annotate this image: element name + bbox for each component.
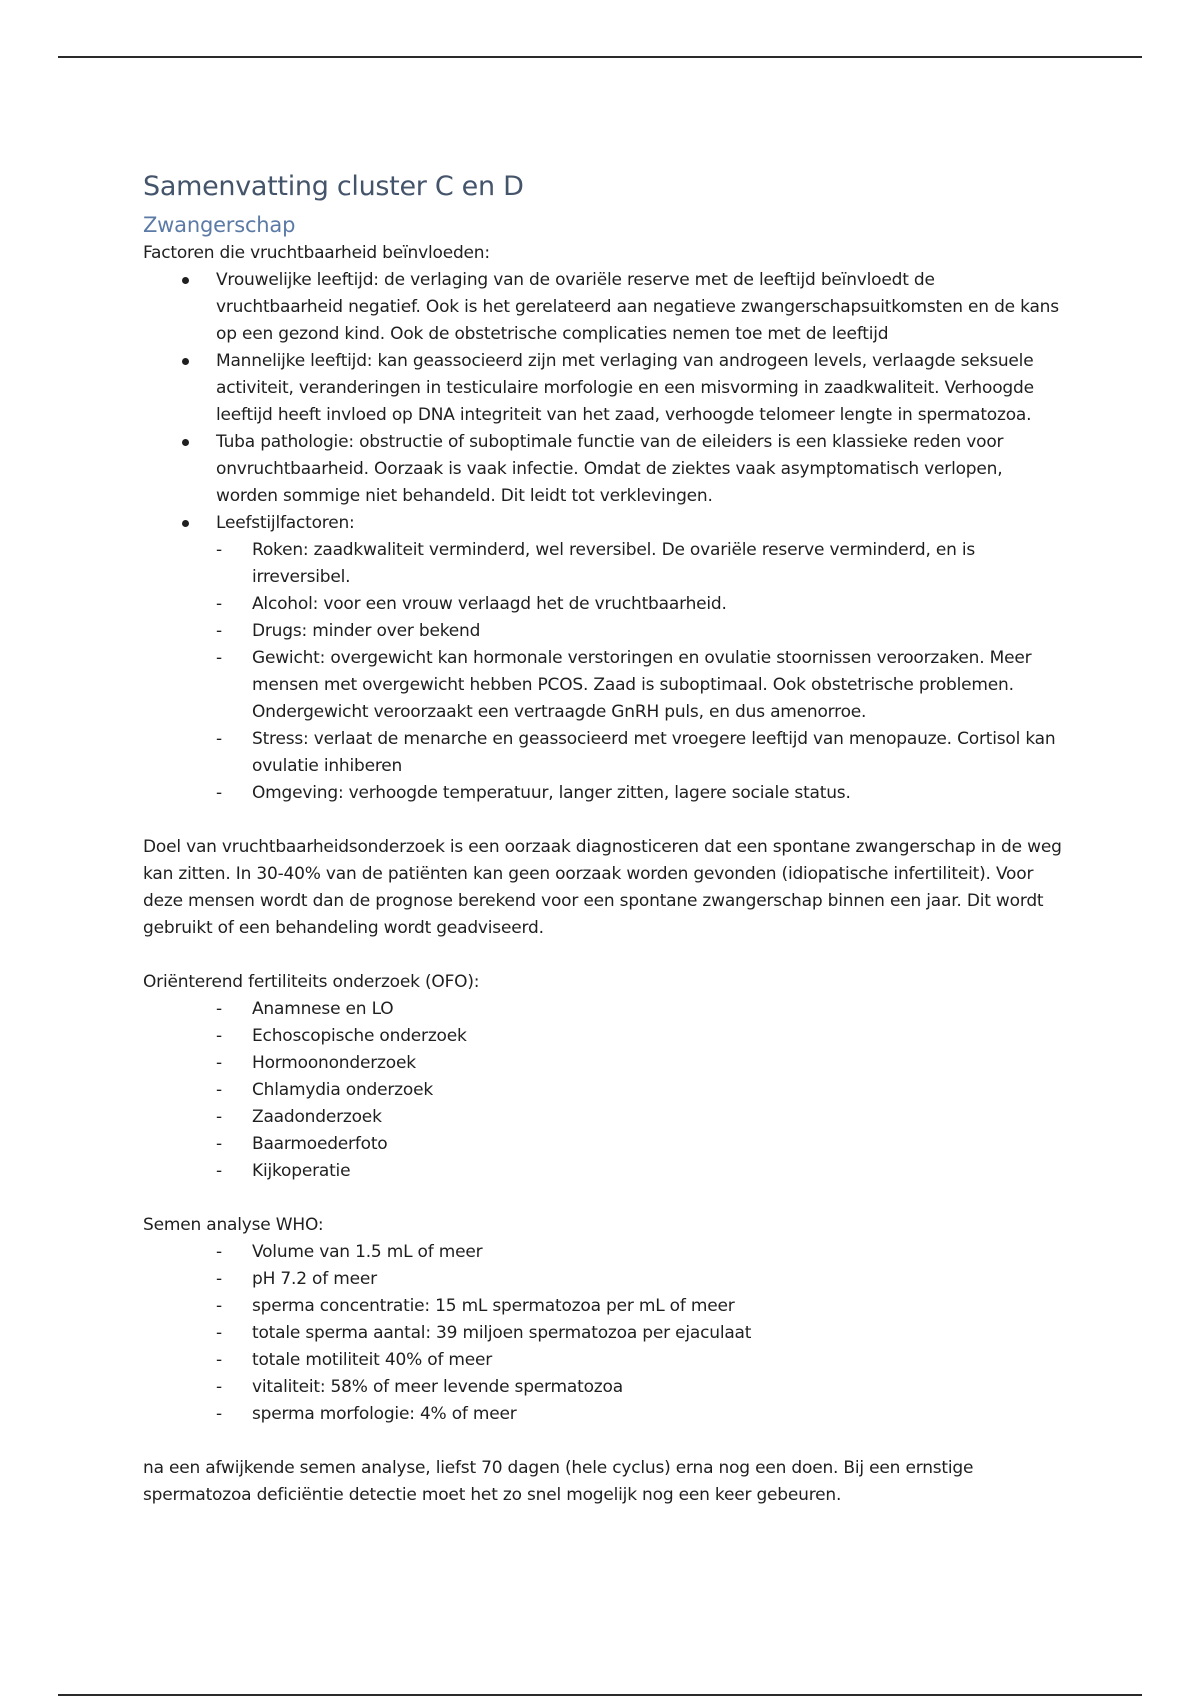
list-item: - Alcohol: voor een vrouw verlaagd het de vruchtbaarheid.	[252, 591, 1063, 618]
lifestyle-list	[252, 537, 1063, 807]
list-item: - Volume van 1.5 mL of meer	[252, 1239, 1063, 1266]
ofo-list	[143, 996, 1063, 1185]
document-body	[143, 168, 1063, 1509]
factors-intro: Factoren die vruchtbaarheid beïnvloeden:	[143, 243, 490, 263]
document-title: Samenvatting cluster C en D	[143, 171, 524, 202]
list-item: - totale sperma aantal: 39 miljoen spermatozoa per ejaculaat	[252, 1320, 1063, 1347]
list-item: - Echoscopische onderzoek	[252, 1023, 1063, 1050]
list-item: - vitaliteit: 58% of meer levende spermatozoa	[252, 1374, 1063, 1401]
closing-paragraph: na een afwijkende semen analyse, liefst 70 dagen (hele cyclus) erna nog een doen. Bij een ernstige spermatozoa deficiëntie detectie moet het zo snel mogelijk nog een keer gebeuren.	[143, 1458, 974, 1505]
list-item: - Baarmoederfoto	[252, 1131, 1063, 1158]
ofo-intro: Oriënterend fertiliteits onderzoek (OFO):	[143, 972, 480, 992]
footer-rule	[58, 1694, 1142, 1696]
list-item: - Roken: zaadkwaliteit verminderd, wel reversibel. De ovariële reserve verminderd, en is irreversibel.	[252, 537, 1063, 591]
semen-list	[143, 1239, 1063, 1428]
list-item: - Chlamydia onderzoek	[252, 1077, 1063, 1104]
list-item: - sperma morfologie: 4% of meer	[252, 1401, 1063, 1428]
list-item: Tuba pathologie: obstructie of suboptimale functie van de eileiders is een klassieke reden voor onvruchtbaarheid. Oorzaak is vaak infectie. Omdat de ziektes vaak asymptomatisch verlopen, worden sommige niet behandeld. Dit leidt tot verklevingen.	[216, 429, 1063, 510]
factors-list	[143, 267, 1063, 807]
header-rule	[58, 56, 1142, 58]
list-item: - Zaadonderzoek	[252, 1104, 1063, 1131]
list-item: - Drugs: minder over bekend	[252, 618, 1063, 645]
section-heading: Zwangerschap	[143, 213, 296, 237]
list-item: - pH 7.2 of meer	[252, 1266, 1063, 1293]
list-item: - Kijkoperatie	[252, 1158, 1063, 1185]
goal-paragraph: Doel van vruchtbaarheidsonderzoek is een oorzaak diagnosticeren dat een spontane zwangerschap in de weg kan zitten. In 30-40% van de patiënten kan geen oorzaak worden gevonden (idiopatische infertiliteit). Voor deze mensen wordt dan de prognose berekend voor een spontane zwangerschap binnen een jaar. Dit wordt gebruikt of een behandeling wordt geadviseerd.	[143, 837, 1062, 938]
list-item: - Gewicht: overgewicht kan hormonale verstoringen en ovulatie stoornissen veroorzaken. Meer mensen met overgewicht hebben PCOS. Zaad is suboptimaal. Ook obstetrische problemen. Ondergewicht veroorzaakt een vertraagde GnRH puls, en dus amenorroe.	[252, 645, 1063, 726]
list-item: - Omgeving: verhoogde temperatuur, langer zitten, lagere sociale status.	[252, 780, 1063, 807]
list-item: - Anamnese en LO	[252, 996, 1063, 1023]
list-item: Mannelijke leeftijd: kan geassocieerd zijn met verlaging van androgeen levels, verlaagde seksuele activiteit, veranderingen in testiculaire morfologie en een misvorming in zaadkwaliteit. Verhoogde leeftijd heeft invloed op DNA integriteit van het zaad, verhoogde telomeer lengte in spermatozoa.	[216, 348, 1063, 429]
semen-intro: Semen analyse WHO:	[143, 1215, 324, 1235]
list-item-lifestyle	[216, 510, 1063, 807]
list-item: Vrouwelijke leeftijd: de verlaging van de ovariële reserve met de leeftijd beïnvloedt de vruchtbaarheid negatief. Ook is het gerelateerd aan negatieve zwangerschapsuitkomsten en de kans op een gezond kind. Ook de obstetrische complicaties nemen toe met de leeftijd	[216, 267, 1063, 348]
list-item: - Stress: verlaat de menarche en geassocieerd met vroegere leeftijd van menopauze. Cortisol kan ovulatie inhiberen	[252, 726, 1063, 780]
list-item: - sperma concentratie: 15 mL spermatozoa per mL of meer	[252, 1293, 1063, 1320]
list-item: - Hormoononderzoek	[252, 1050, 1063, 1077]
lifestyle-label: Leefstijlfactoren:	[216, 513, 355, 533]
list-item: - totale motiliteit 40% of meer	[252, 1347, 1063, 1374]
